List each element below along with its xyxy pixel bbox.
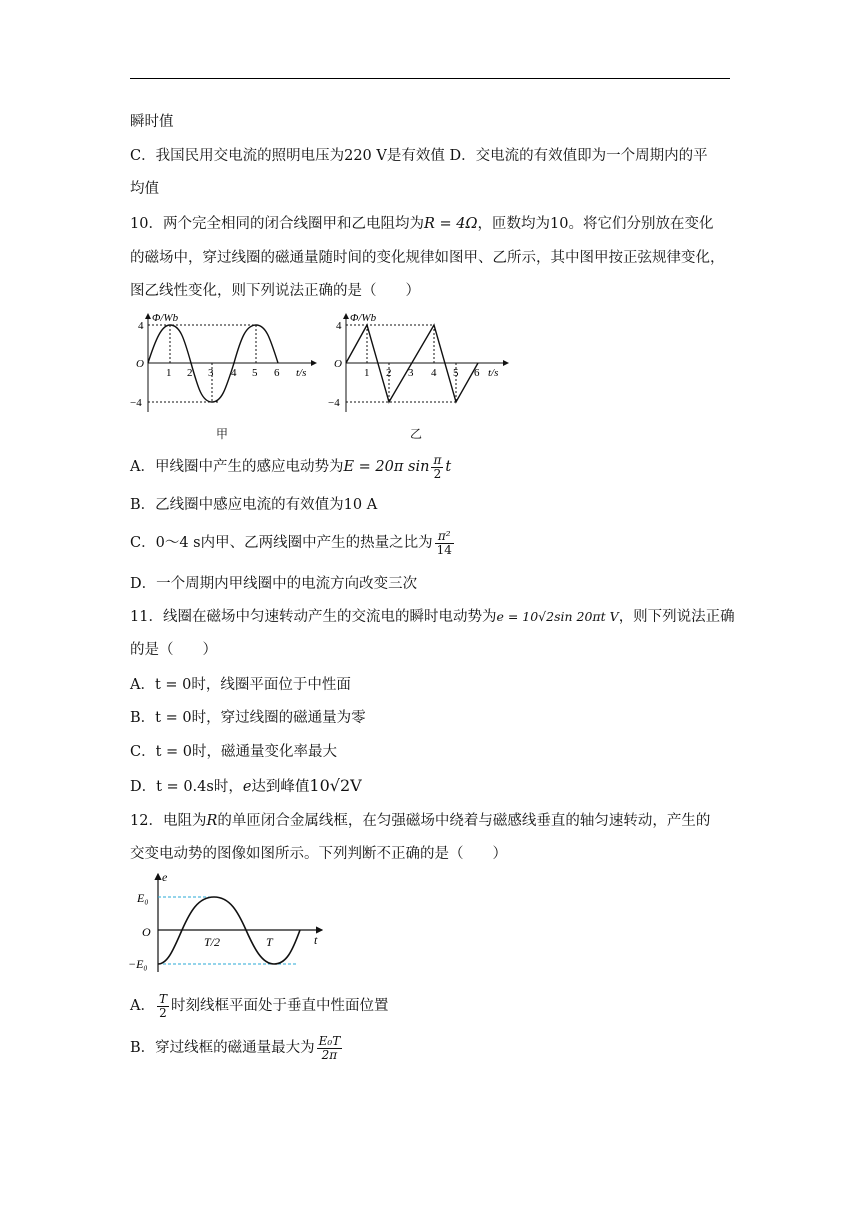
q10-text: ，匝数均为10。将它们分别放在变化 (477, 216, 714, 232)
ytick: E₀ (137, 891, 149, 905)
figure-yi (322, 308, 512, 428)
xtick: 6 (474, 367, 480, 379)
text-line: 瞬时值 (130, 114, 174, 130)
option-12A: A． $\frac{T}{2}$ 时刻线框平面处于垂直中性面位置 (130, 991, 389, 1020)
xtick: 4 (431, 367, 437, 379)
xlabel: t (314, 933, 318, 947)
figure-caption: 乙 (410, 427, 423, 441)
xlabel: t/s (296, 367, 307, 379)
ylabel: e (162, 870, 168, 884)
ylabel: Φ/Wb (152, 312, 179, 324)
ytick: −4 (130, 397, 142, 409)
option-10A: A．甲线圈中产生的感应电动势为E = 20π sin $\frac{\pi}{2}$ t (130, 452, 452, 481)
question-10-stem (130, 214, 713, 234)
xtick: 3 (408, 367, 414, 379)
figure-jia (128, 308, 318, 428)
xtick: 6 (274, 367, 280, 379)
ytick: 4 (138, 320, 144, 332)
origin-label: O (334, 358, 342, 370)
fraction: $\frac{\pi}{2}$ (433, 452, 442, 481)
ytick: 4 (336, 320, 342, 332)
xtick: 5 (453, 367, 459, 379)
fraction: $\frac{\text{E₀T}}{2\pi}$ (318, 1033, 341, 1062)
option-10B: B．乙线圈中感应电流的有效值为10 A (130, 497, 378, 513)
header-rule (130, 78, 730, 79)
origin-label: O (142, 925, 151, 939)
text-line: 的磁场中，穿过线圈的磁通量随时间的变化规律如图甲、乙所示，其中图甲按正弦规律变化， (130, 250, 725, 266)
q10-math: R = 4Ω (423, 216, 478, 232)
origin-label: O (136, 358, 144, 370)
ytick: −4 (328, 397, 340, 409)
q10-text: 10．两个完全相同的闭合线圈甲和乙电阻均为 (130, 216, 424, 232)
text-line: C．我国民用交电流的照明电压为220 V是有效值 D．交电流的有效值即为一个周期内的平 (130, 148, 708, 164)
figure-emf (128, 868, 334, 976)
xtick: 3 (208, 367, 214, 379)
ytick: −E₀ (128, 957, 148, 971)
text-line: 均值 (130, 181, 159, 197)
xtick: 4 (231, 367, 237, 379)
xtick: 2 (187, 367, 193, 379)
figure-caption: 甲 (216, 427, 229, 441)
question-11-stem: 11．线圈在磁场中匀速转动产生的交流电的瞬时电动势为e = 10√2sin 20πt V，则下列说法正确 (130, 609, 735, 625)
xtick: 5 (252, 367, 258, 379)
xlabel: t/s (488, 367, 499, 379)
xtick: 1 (166, 367, 172, 379)
text-line: 交变电动势的图像如图所示。下列判断不正确的是（ ） (130, 846, 507, 862)
text-line: 的是（ ） (130, 642, 217, 658)
option-10D: D．一个周期内甲线圈中的电流方向改变三次 (130, 576, 418, 592)
xtick: 2 (386, 367, 392, 379)
option-11C: C．t = 0时，磁通量变化率最大 (130, 744, 338, 760)
question-12-stem: 12．电阻为R的单匝闭合金属线框，在匀强磁场中绕着与磁感线垂直的轴匀速转动，产生的 (130, 813, 711, 829)
xtick: T/2 (204, 935, 221, 949)
option-11D: D．t = 0.4s时，e达到峰值10√2V (130, 776, 362, 795)
option-11A: A．t = 0时，线圈平面位于中性面 (130, 677, 351, 693)
option-11B: B．t = 0时，穿过线圈的磁通量为零 (130, 710, 366, 726)
text-line: 图乙线性变化，则下列说法正确的是（ ） (130, 283, 420, 299)
xtick: 1 (364, 367, 370, 379)
option-12B: B．穿过线框的磁通量最大为 $\frac{\text{E₀T}}{2\pi}$ (130, 1033, 341, 1062)
fraction: $\frac{T}{2}$ (158, 991, 167, 1020)
xtick: T (266, 935, 273, 949)
fraction: $\frac{\text{π²}}{14}$ (436, 528, 452, 557)
option-10C: C．0～4 s内甲、乙两线圈中产生的热量之比为 $\frac{\text{π²}}{14}$ (130, 528, 452, 557)
ylabel: Φ/Wb (350, 312, 377, 324)
